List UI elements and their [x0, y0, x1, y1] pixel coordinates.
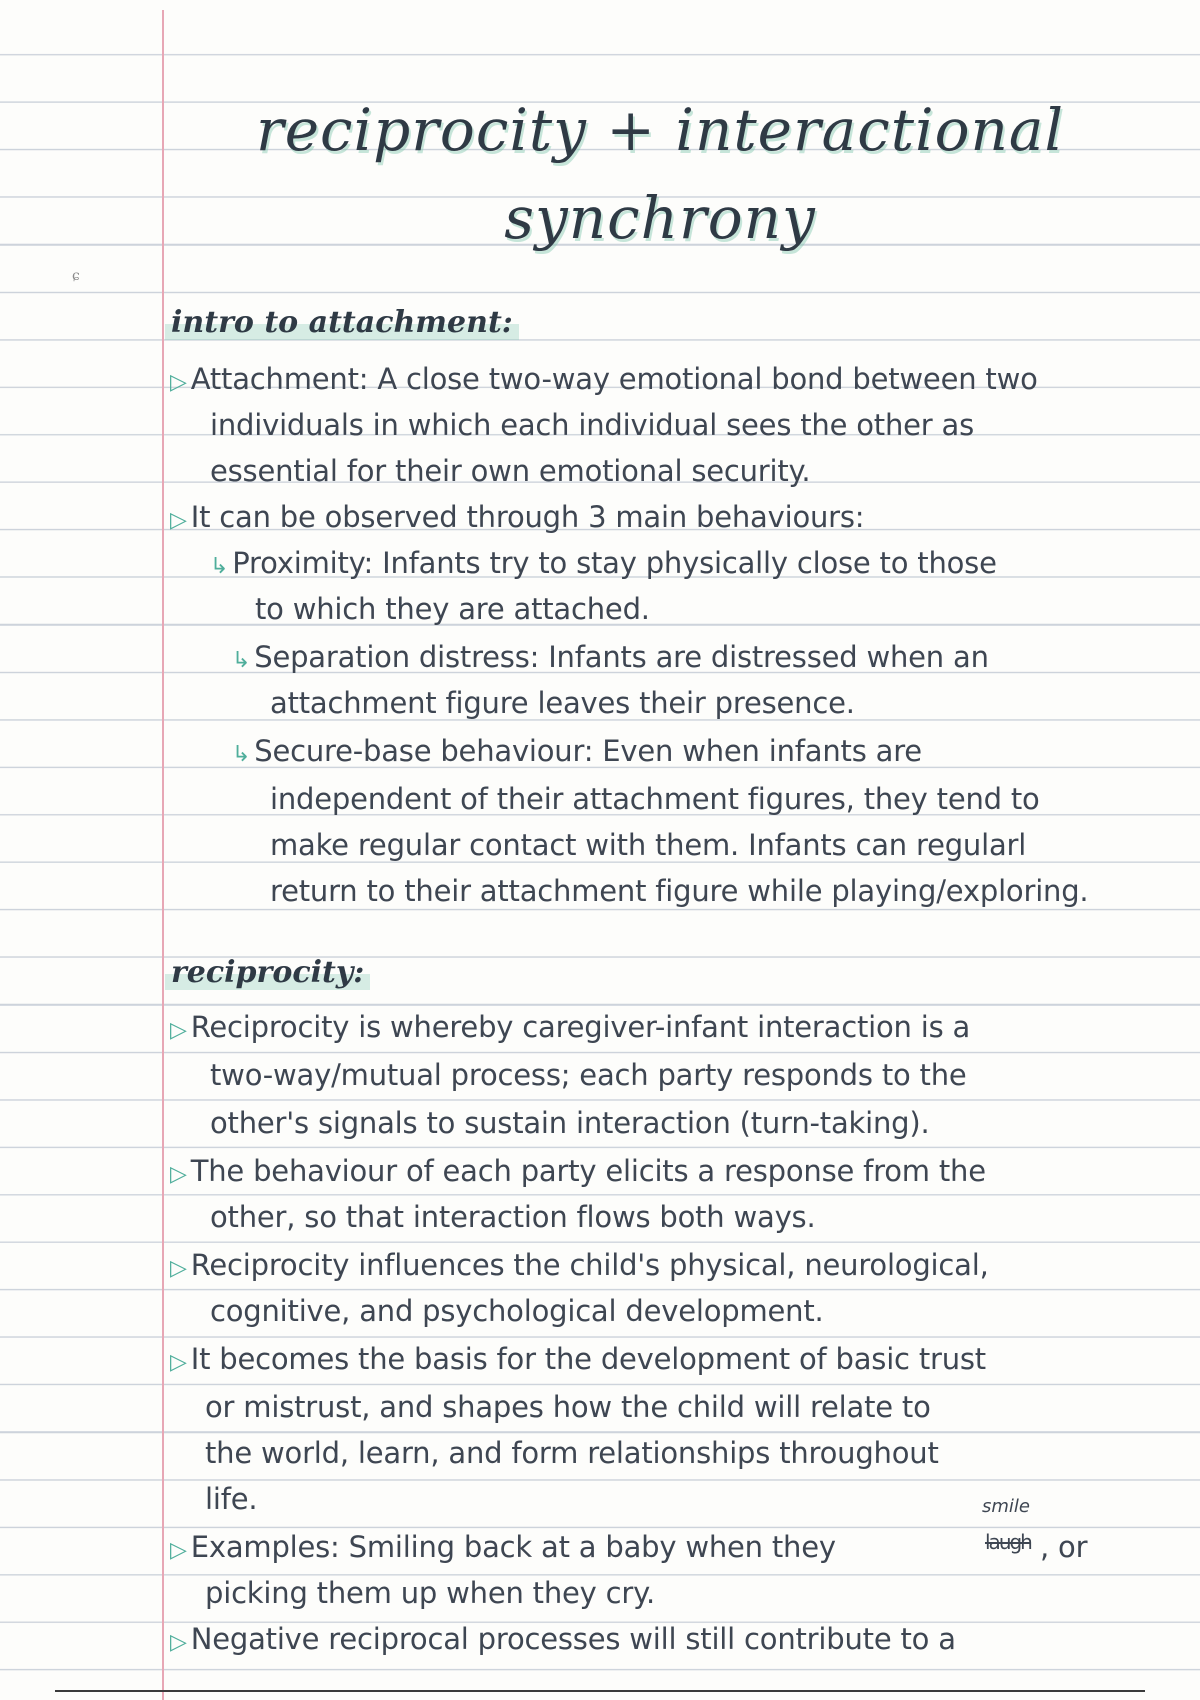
line-text: Reciprocity is whereby caregiver-infant interaction is a	[190, 1010, 971, 1044]
intro-line	[232, 640, 989, 674]
triangle-arrow-icon: ▷	[170, 1256, 187, 1281]
intro-line	[170, 362, 1038, 396]
triangle-arrow-icon: ▷	[170, 370, 187, 395]
line-text: Proximity: Infants try to stay physically close to those	[232, 546, 997, 580]
line-text: Separation distress: Infants are distressed when an	[254, 640, 989, 674]
page-title-line-2: synchrony	[504, 184, 816, 252]
line-text-suffix: , or	[1040, 1530, 1088, 1564]
line-text: or mistrust, and shapes how the child will relate to	[205, 1390, 931, 1424]
line-text: other's signals to sustain interaction (turn-taking).	[210, 1106, 930, 1140]
line-text: It becomes the basis for the development of basic trust	[190, 1342, 986, 1376]
hook-arrow-icon: ↳	[232, 648, 251, 673]
reciprocity-line	[210, 1106, 929, 1140]
inserted-word: smile	[982, 1496, 1030, 1517]
triangle-arrow-icon: ▷	[170, 508, 187, 533]
reciprocity-line	[205, 1576, 655, 1610]
intro-line	[170, 500, 864, 534]
reciprocity-line	[210, 1058, 967, 1092]
line-text: return to their attachment figure while playing/exploring.	[270, 874, 1089, 908]
intro-line	[255, 592, 650, 626]
crossed-out-word: laugh	[985, 1530, 1031, 1554]
reciprocity-line	[210, 1200, 815, 1234]
line-text: It can be observed through 3 main behaviours:	[190, 500, 865, 534]
line-text: attachment figure leaves their presence.	[270, 686, 855, 720]
pencil-mark: ɕ	[72, 268, 80, 284]
page-title-line-1: reciprocity + interactional	[255, 96, 1065, 164]
reciprocity-line	[170, 1622, 956, 1656]
page-bottom-edge	[55, 1690, 1145, 1692]
section-heading-intro: intro to attachment:	[165, 305, 519, 340]
intro-line	[270, 686, 855, 720]
intro-line	[232, 734, 922, 768]
line-text: Examples: Smiling back at a baby when they	[190, 1530, 836, 1564]
intro-line	[210, 546, 997, 580]
reciprocity-line	[170, 1248, 989, 1282]
line-text: The behaviour of each party elicits a response from the	[190, 1154, 986, 1188]
intro-line	[270, 782, 1040, 816]
reciprocity-line	[170, 1010, 970, 1044]
hook-arrow-icon: ↳	[210, 554, 229, 579]
section-heading-reciprocity: reciprocity:	[165, 955, 370, 990]
reciprocity-line	[205, 1390, 931, 1424]
line-text: two-way/mutual process; each party responds to the	[210, 1058, 967, 1092]
line-text: individuals in which each individual sees the other as	[210, 408, 975, 442]
line-text: Attachment: A close two-way emotional bond between two	[190, 362, 1038, 396]
line-text: picking them up when they cry.	[205, 1576, 655, 1610]
line-text: cognitive, and psychological development.	[210, 1294, 824, 1328]
margin-line	[162, 10, 164, 1700]
hook-arrow-icon: ↳	[232, 742, 251, 767]
line-text: independent of their attachment figures, they tend to	[270, 782, 1040, 816]
reciprocity-line	[170, 1154, 986, 1188]
intro-line	[210, 454, 810, 488]
triangle-arrow-icon: ▷	[170, 1350, 187, 1375]
line-text: other, so that interaction flows both ways.	[210, 1200, 816, 1234]
line-text: Negative reciprocal processes will still contribute to a	[190, 1622, 956, 1656]
line-text: life.	[205, 1482, 258, 1516]
reciprocity-line	[205, 1436, 939, 1470]
triangle-arrow-icon: ▷	[170, 1630, 187, 1655]
reciprocity-line	[205, 1482, 257, 1516]
line-text: the world, learn, and form relationships throughout	[205, 1436, 939, 1470]
reciprocity-line	[210, 1294, 824, 1328]
line-text: Reciprocity influences the child's physical, neurological,	[190, 1248, 989, 1282]
intro-line	[210, 408, 974, 442]
triangle-arrow-icon: ▷	[170, 1162, 187, 1187]
line-text: Secure-base behaviour: Even when infants are	[254, 734, 922, 768]
intro-line	[270, 828, 1026, 862]
reciprocity-line	[170, 1342, 986, 1376]
triangle-arrow-icon: ▷	[170, 1538, 187, 1563]
line-text: to which they are attached.	[255, 592, 650, 626]
triangle-arrow-icon: ▷	[170, 1018, 187, 1043]
intro-line	[270, 874, 1088, 908]
reciprocity-line	[170, 1530, 836, 1564]
line-text: essential for their own emotional security.	[210, 454, 811, 488]
line-text: make regular contact with them. Infants can regularl	[270, 828, 1027, 862]
